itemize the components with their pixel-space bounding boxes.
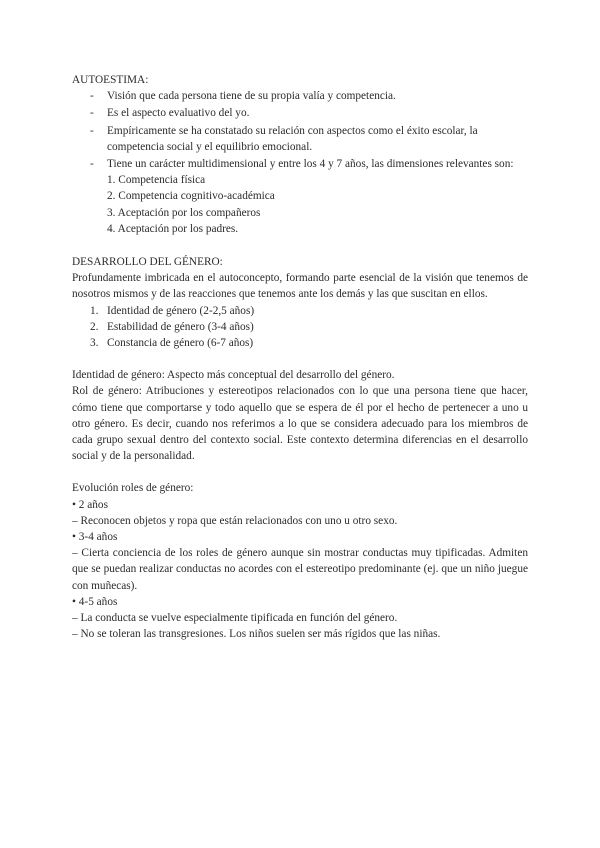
age-description: – La conducta se vuelve especialmente tipificada en función del género. [72, 612, 398, 625]
evolucion-heading: Evolución roles de género: [72, 482, 194, 495]
dimension-item: 3. Aceptación por los compañeros [107, 206, 261, 219]
list-item: - Visión que cada persona tiene de su propia valía y competencia. [72, 88, 528, 104]
stage-item: 3. Constancia de género (6-7 años) [90, 337, 254, 350]
genero-heading: DESARROLLO DEL GÉNERO: [72, 256, 223, 269]
stage-item: 2. Estabilidad de género (3-4 años) [90, 320, 254, 333]
dimensions-list [107, 172, 528, 237]
autoestima-list [72, 88, 528, 237]
list-item [72, 156, 528, 237]
dimension-item: 2. Competencia cognitivo-académica [107, 190, 275, 203]
stage-item: 1. Identidad de género (2-2,5 años) [90, 304, 255, 317]
list-item: - Empíricamente se ha constatado su relación con aspectos como el éxito escolar, la competencia social y el equilibrio emocional. [72, 123, 528, 155]
identidad-definition: Identidad de género: Aspecto más conceptual del desarrollo del género. [72, 369, 395, 382]
age-description: – Reconocen objetos y ropa que están relacionados con uno u otro sexo. [72, 514, 398, 527]
rol-definition: Rol de género: Atribuciones y estereotipos relacionados con lo que una persona tiene que hacer, cómo tiene que comportarse y todo aquello que se espera de él por el hecho de pertenecer a uno u otro género. Es decir, cuando nos referimos a lo que se considera adecuado para los miembros de cada grupo sexual dentro del contexto social. Este contexto determina diferencias en el desarrollo social y de la personalidad. [72, 385, 528, 463]
age-label: • 4-5 años [72, 595, 118, 608]
genero-stages [72, 303, 528, 352]
genero-intro: Profundamente imbricada en el autoconcepto, formando parte esencial de la visión que tenemos de nosotros mismos y de las reacciones que tenemos ante los demás y las que suscitan en ellos. [72, 272, 528, 301]
age-description: – No se toleran las transgresiones. Los niños suelen ser más rígidos que las niñas. [72, 628, 441, 641]
age-label: • 2 años [72, 498, 108, 511]
dimension-item: 1. Competencia física [107, 174, 206, 187]
age-label: • 3-4 años [72, 531, 118, 544]
age-description: – Cierta conciencia de los roles de género aunque sin mostrar conductas muy tipificadas. Admiten que se puedan realizar conductas no acordes con el estereotipo predominante (ej. que un niño juegue con muñecas). [72, 547, 528, 592]
list-item-text: Tiene un carácter multidimensional y entre los 4 y 7 años, las dimensiones relevantes son: [107, 158, 514, 171]
dimension-item: 4. Aceptación por los padres. [107, 222, 239, 235]
list-item: - Es el aspecto evaluativo del yo. [72, 105, 528, 121]
document-page [72, 72, 528, 643]
autoestima-heading: AUTOESTIMA: [72, 74, 149, 86]
